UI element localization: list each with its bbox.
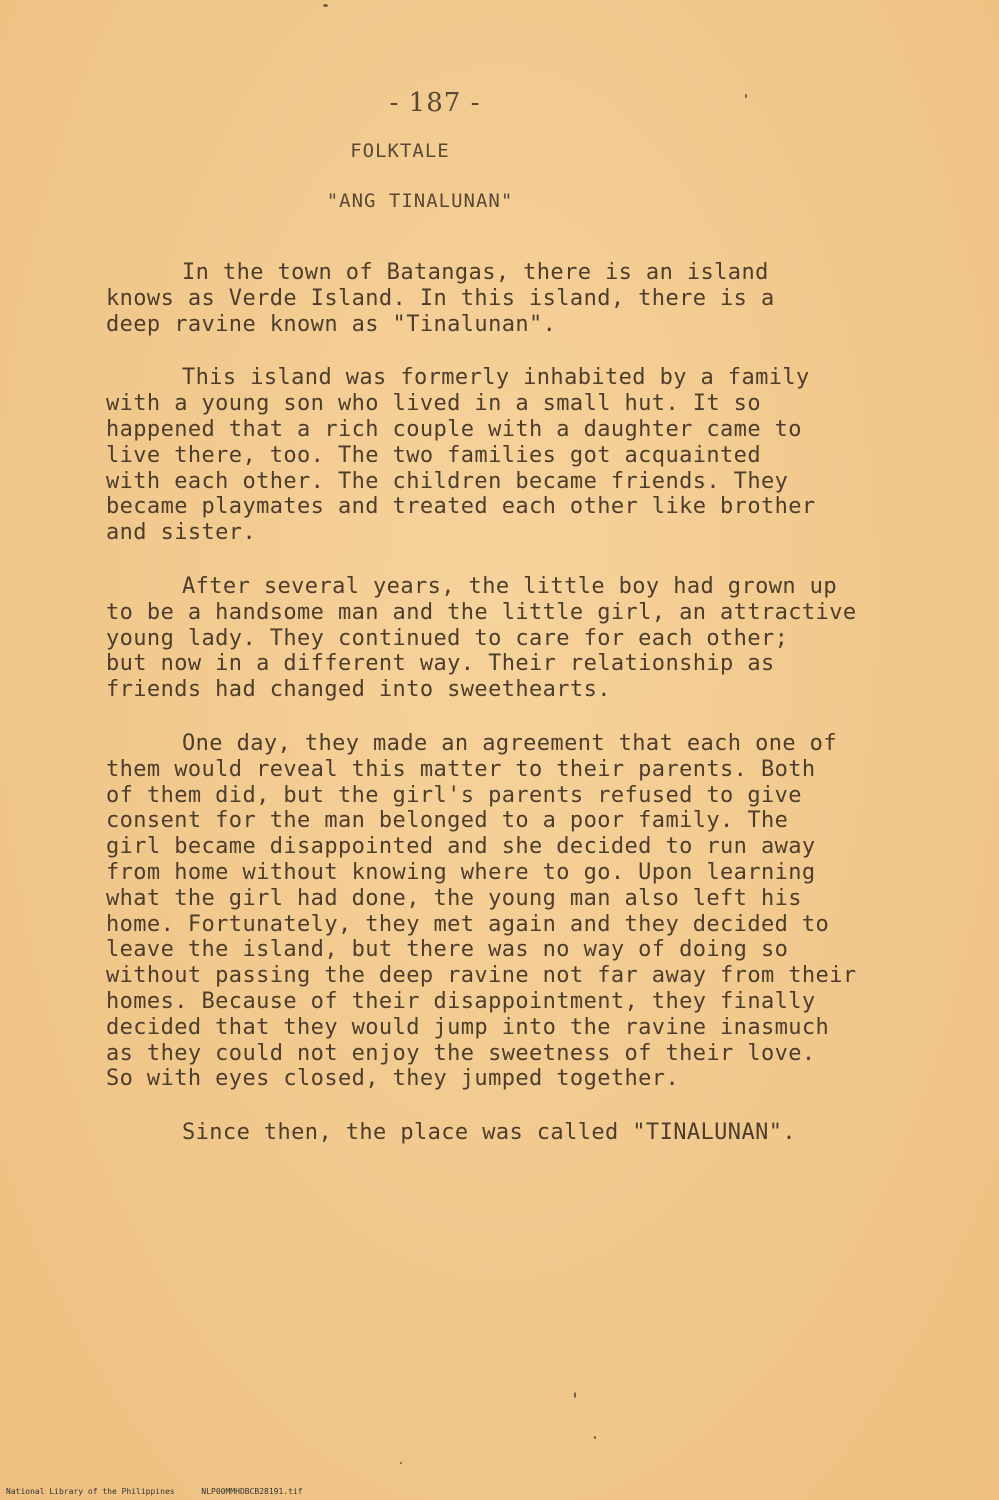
- paragraph-1: In the town of Batangas, there is an island knows as Verde Island. In this island, there is a deep ravine known as "Tinalunan".: [106, 260, 775, 337]
- ink-speck: [594, 1436, 596, 1439]
- ink-speck: [400, 1462, 402, 1464]
- paragraph-5: Since then, the place was called "TINALUNAN".: [182, 1120, 797, 1146]
- scan-footer: [6, 1487, 325, 1496]
- document-genre-heading: FOLKTALE: [350, 140, 450, 162]
- story-body: [106, 260, 946, 1174]
- ink-speck: [574, 1392, 576, 1398]
- paragraph-3: After several years, the little boy had grown up to be a handsome man and the little girl, an attractive young lady. They continued to care for each other; but now in a different way. Their relationship as friends had changed into sweethearts.: [106, 573, 857, 703]
- ink-speck: [745, 94, 747, 98]
- footer-library-name: National Library of the Philippines: [6, 1487, 175, 1496]
- paragraph-4: One day, they made an agreement that each one of them would reveal this matter to their parents. Both of them did, but the girl's parents refused to give consent for the man belonged to a poor family. The girl became disappointed and she decided to run away from home without knowing where to go. Upon learning what the girl had done, the young man also left his home. Fortunately, they met again and they decided to leave the island, but there was no way of doing so without passing the deep ravine not far away from their homes. Because of their disappointment, they finally decided that they would jump into the ravine inasmuch as they could not enjoy the sweetness of their love. So with eyes closed, they jumped together.: [106, 730, 857, 1092]
- paragraph-2: This island was formerly inhabited by a family with a young son who lived in a small hut. It so happened that a rich couple with a daughter came to live there, too. The two families got acquainted with each other. The children became friends. They became playmates and treated each other like brother and sister.: [106, 365, 816, 546]
- ink-speck: [323, 4, 328, 7]
- document-title: "ANG TINALUNAN": [326, 190, 514, 212]
- footer-file-name: NLP00MMHDBCB28191.tif: [201, 1487, 303, 1496]
- page-number: - 187 -: [389, 88, 481, 118]
